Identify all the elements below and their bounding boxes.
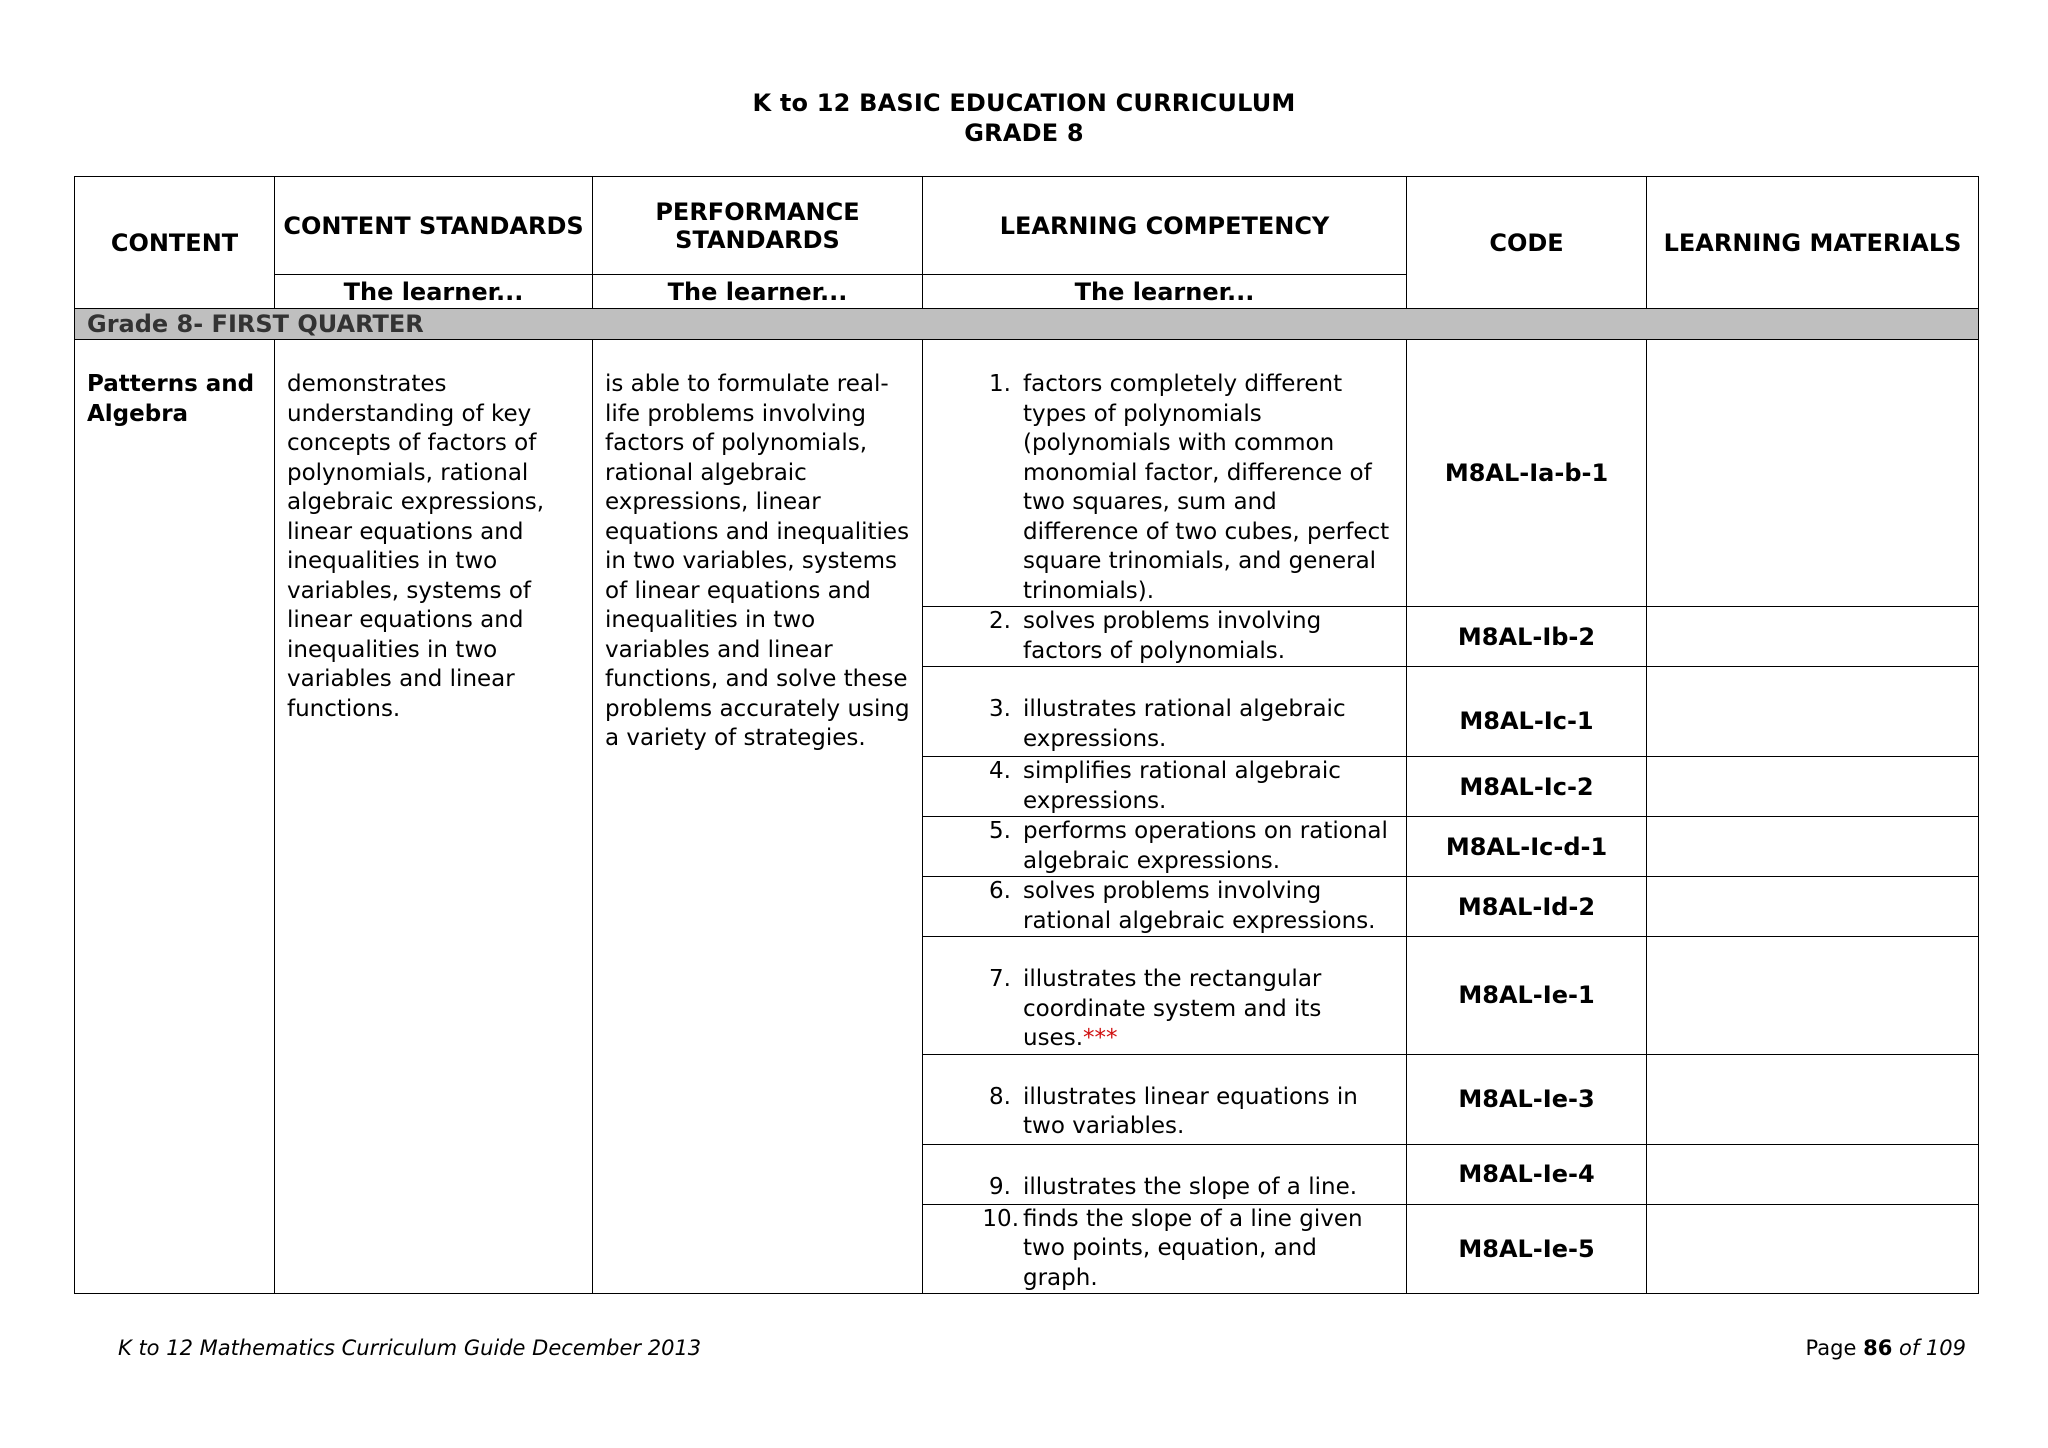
header-learning-competency: LEARNING COMPETENCY [923, 177, 1407, 275]
sub-learner-3: The learner... [923, 275, 1407, 309]
materials-cell [1647, 817, 1979, 877]
competency-item: 10. finds the slope of a line given two points, equation, and graph. [982, 1205, 1363, 1291]
competency-cell [923, 1054, 1407, 1144]
materials-cell [1647, 607, 1979, 667]
code-cell: M8AL-Ie-3 [1407, 1054, 1647, 1144]
materials-cell [1647, 667, 1979, 757]
materials-cell [1647, 1054, 1979, 1144]
competency-cell [923, 817, 1407, 877]
header-content-standards: CONTENT STANDARDS [275, 177, 593, 275]
competency-cell [923, 877, 1407, 937]
competency-item: 2. solves problems involving factors of polynomials. [989, 608, 1322, 664]
code-cell: M8AL-Ib-2 [1407, 607, 1647, 667]
materials-cell [1647, 1144, 1979, 1204]
quarter-row: Grade 8- FIRST QUARTER [75, 309, 1979, 340]
competency-cell [923, 607, 1407, 667]
content-standard-text: demonstrates understanding of key concepts of factors of polynomials, rational algebraic expressions, linear equations and inequalities in two variables, systems of linear equations and inequalities in two variables and linear functions. [287, 371, 545, 722]
code-cell: M8AL-Id-2 [1407, 877, 1647, 937]
competency-cell [923, 757, 1407, 817]
materials-cell [1647, 757, 1979, 817]
competency-cell [923, 937, 1407, 1055]
priority-mark: *** [1083, 1025, 1118, 1051]
code-cell: M8AL-Ie-1 [1407, 937, 1647, 1055]
header-content: CONTENT [75, 177, 275, 309]
competency-item: 7. illustrates the rectangular coordinate system and its uses.*** [989, 966, 1322, 1051]
materials-cell [1647, 1204, 1979, 1294]
code-cell: M8AL-Ic-2 [1407, 757, 1647, 817]
materials-cell [1647, 937, 1979, 1055]
document-title [0, 88, 2048, 148]
footer-guide-title: K to 12 Mathematics Curriculum Guide December 2013 [118, 1336, 702, 1360]
sub-learner-2: The learner... [593, 275, 923, 309]
competency-item: 4. simplifies rational algebraic expressions. [989, 758, 1341, 814]
header-learning-materials: LEARNING MATERIALS [1647, 177, 1979, 309]
performance-standard-cell [593, 340, 923, 1294]
title-line-1: K to 12 BASIC EDUCATION CURRICULUM [752, 89, 1296, 117]
title-line-2: GRADE 8 [964, 119, 1084, 147]
content-standard-cell [275, 340, 593, 1294]
code-cell: M8AL-Ie-4 [1407, 1144, 1647, 1204]
sub-learner-1: The learner... [275, 275, 593, 309]
code-cell: M8AL-Ia-b-1 [1407, 340, 1647, 607]
competency-cell [923, 340, 1407, 607]
content-cell [75, 340, 275, 1294]
content-text: Patterns and Algebra [87, 371, 255, 427]
competency-item: 5. performs operations on rational algebraic expressions. [989, 818, 1388, 874]
performance-standard-text: is able to formulate real-life problems involving factors of polynomials, rational algebraic expressions, linear equations and inequalities in two variables, systems of linear equations and inequalities in two variables and linear functions, and solve these problems accurately using a variety of strategies. [605, 371, 910, 751]
materials-cell [1647, 340, 1979, 607]
header-performance-standards: PERFORMANCE STANDARDS [593, 177, 923, 275]
competency-item: 6. solves problems involving rational algebraic expressions. [989, 878, 1376, 934]
footer-page-number: Page 86 of 109 [1805, 1336, 1966, 1360]
materials-cell [1647, 877, 1979, 937]
competency-item: 9. illustrates the slope of a line. [989, 1173, 1358, 1200]
competency-cell [923, 1144, 1407, 1204]
competency-cell [923, 667, 1407, 757]
competency-item: 8. illustrates linear equations in two variables. [989, 1083, 1358, 1139]
header-code: CODE [1407, 177, 1647, 309]
competency-item: 1. factors completely different types of polynomials (polynomials with common monomial factor, difference of two squares, sum and difference of two cubes, perfect square trinomials, and general trinomials). [989, 371, 1390, 604]
code-cell: M8AL-Ic-1 [1407, 667, 1647, 757]
competency-item: 3. illustrates rational algebraic expressions. [989, 696, 1346, 752]
code-cell: M8AL-Ie-5 [1407, 1204, 1647, 1294]
competency-cell [923, 1204, 1407, 1294]
code-cell: M8AL-Ic-d-1 [1407, 817, 1647, 877]
curriculum-table [74, 176, 1979, 1294]
